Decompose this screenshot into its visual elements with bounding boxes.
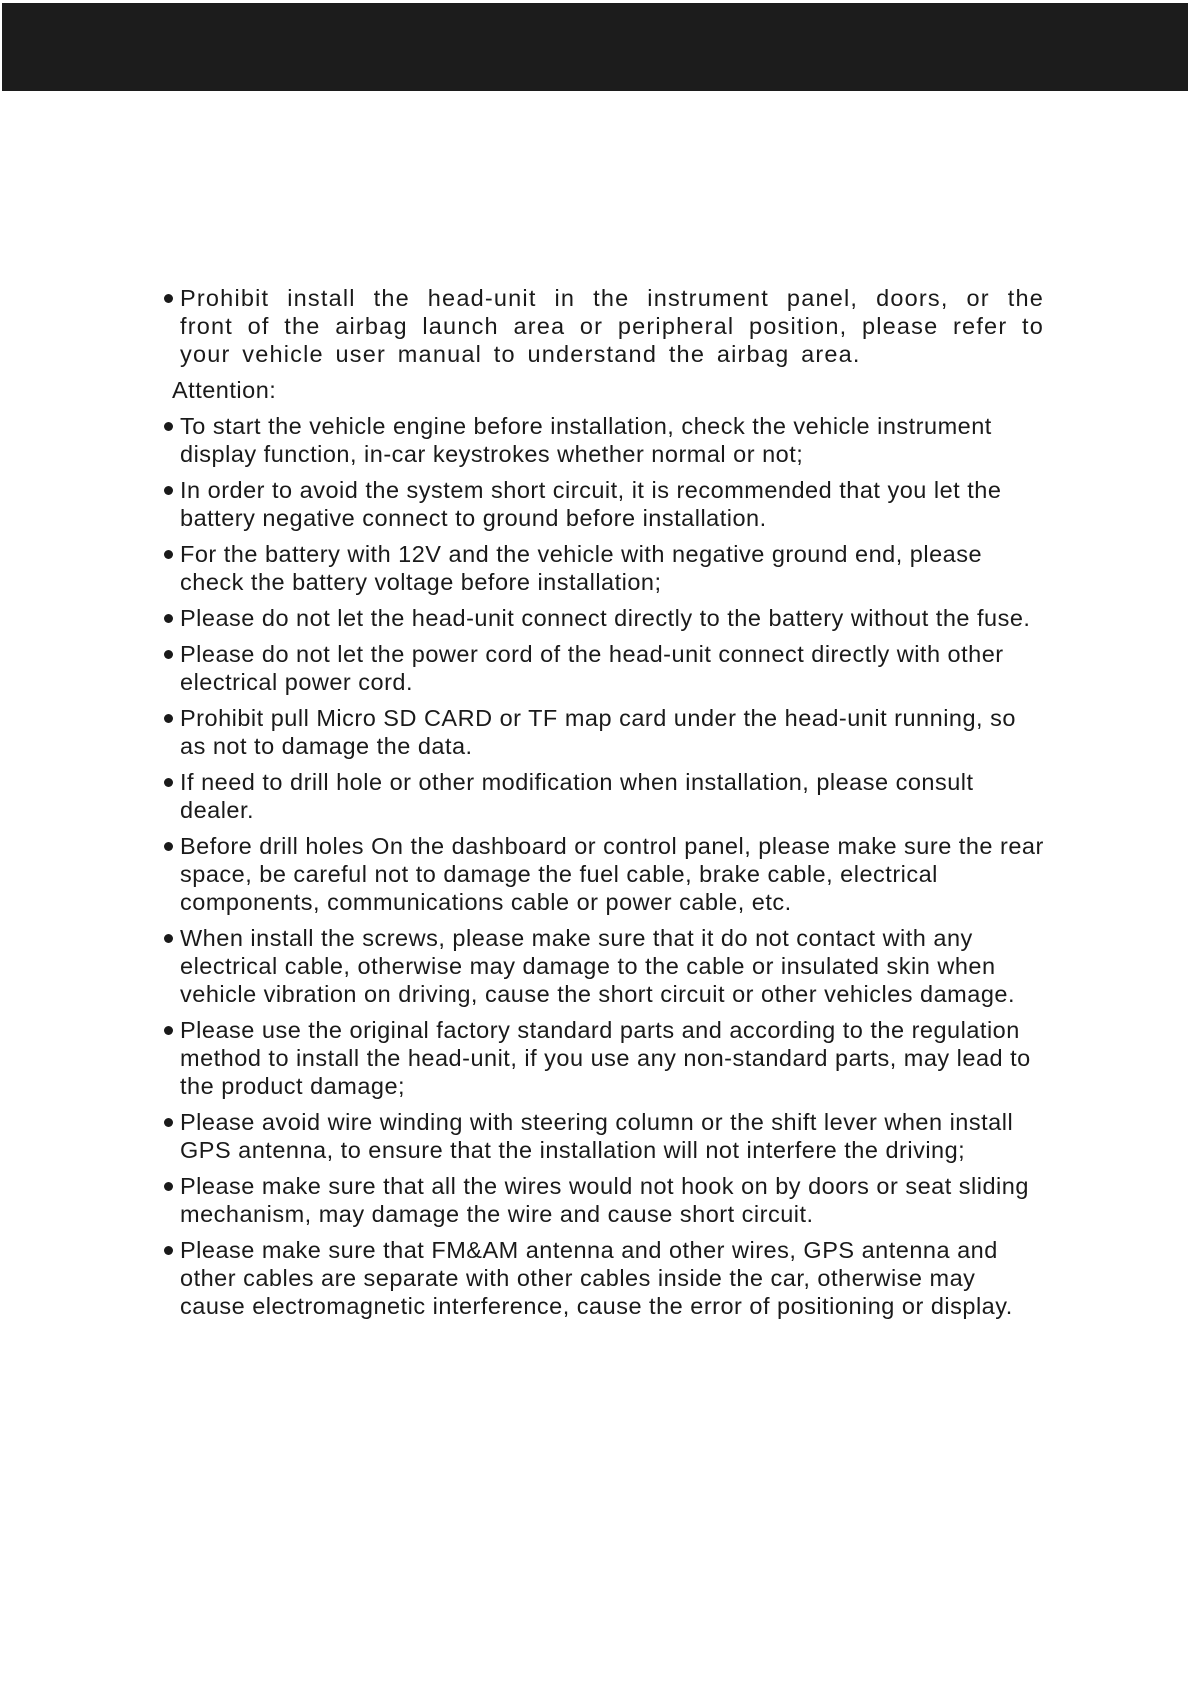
bullet-icon (164, 294, 173, 303)
list-item-text: If need to drill hole or other modification when installation, please consult dealer. (180, 769, 974, 823)
bullet-icon (164, 842, 173, 851)
list-item-text: For the battery with 12V and the vehicle with negative ground end, please check the battery voltage before installation; (180, 541, 983, 595)
bullet-icon (164, 1246, 173, 1255)
list-item-text: Before drill holes On the dashboard or control panel, please make sure the rear space, be careful not to damage the fuel cable, brake cable, electrical components, communications cable or power cable, etc. (180, 833, 1044, 915)
list-item (164, 704, 1044, 760)
list-item-text: Please avoid wire winding with steering column or the shift lever when install GPS antenna, to ensure that the installation will not interfere the driving; (180, 1109, 1014, 1163)
list-item-text: When install the screws, please make sure that it do not contact with any electrical cable, otherwise may damage to the cable or insulated skin when vehicle vibration on driving, cause the short circuit or other vehicles damage. (180, 925, 1015, 1007)
list-item (164, 604, 1044, 632)
bullet-icon (164, 1182, 173, 1191)
attention-heading: Attention: (172, 377, 277, 403)
list-item (164, 832, 1044, 916)
list-item (164, 476, 1044, 532)
bullet-icon (164, 778, 173, 787)
bullet-icon (164, 934, 173, 943)
list-item (164, 1016, 1044, 1100)
list-item-text: Prohibit pull Micro SD CARD or TF map card under the head-unit running, so as not to damage the data. (180, 705, 1016, 759)
bullet-icon (164, 1026, 173, 1035)
list-item (164, 540, 1044, 596)
list-item-text: To start the vehicle engine before installation, check the vehicle instrument display function, in-car keystrokes whether normal or not; (180, 413, 992, 467)
list-item-text: Please make sure that FM&AM antenna and other wires, GPS antenna and other cables are separate with other cables inside the car, otherwise may cause electromagnetic interference, cause the error of positioning or display. (180, 1237, 1013, 1319)
list-item (164, 768, 1044, 824)
list-item (164, 924, 1044, 1008)
bullet-icon (164, 486, 173, 495)
list-item-text: In order to avoid the system short circuit, it is recommended that you let the battery negative connect to ground before installation. (180, 477, 1002, 531)
list-item-text: Please do not let the head-unit connect directly to the battery without the fuse. (180, 605, 1031, 631)
bullet-icon (164, 650, 173, 659)
bullet-icon (164, 550, 173, 559)
list-item-airbag-warning (164, 284, 1044, 368)
bullet-icon (164, 714, 173, 723)
bullet-icon (164, 614, 173, 623)
list-item (164, 1172, 1044, 1228)
list-item-text: Please use the original factory standard parts and according to the regulation method to install the head-unit, if you use any non-standard parts, may lead to the product damage; (180, 1017, 1031, 1099)
list-item-text: Please make sure that all the wires would not hook on by doors or seat sliding mechanism, may damage the wire and cause short circuit. (180, 1173, 1029, 1227)
warning-list (164, 284, 1044, 1328)
bullet-icon (164, 1118, 173, 1127)
list-item-text: Please do not let the power cord of the head-unit connect directly with other electrical power cord. (180, 641, 1004, 695)
bullet-icon (164, 422, 173, 431)
list-item (164, 1236, 1044, 1320)
list-item-text: Prohibit install the head-unit in the instrument panel, doors, or the front of the airbag launch area or peripheral position, please refer to your vehicle user manual to understand the airbag area. (180, 285, 1044, 367)
list-item (164, 640, 1044, 696)
list-item (164, 1108, 1044, 1164)
header-bar (2, 3, 1188, 91)
list-item (164, 412, 1044, 468)
